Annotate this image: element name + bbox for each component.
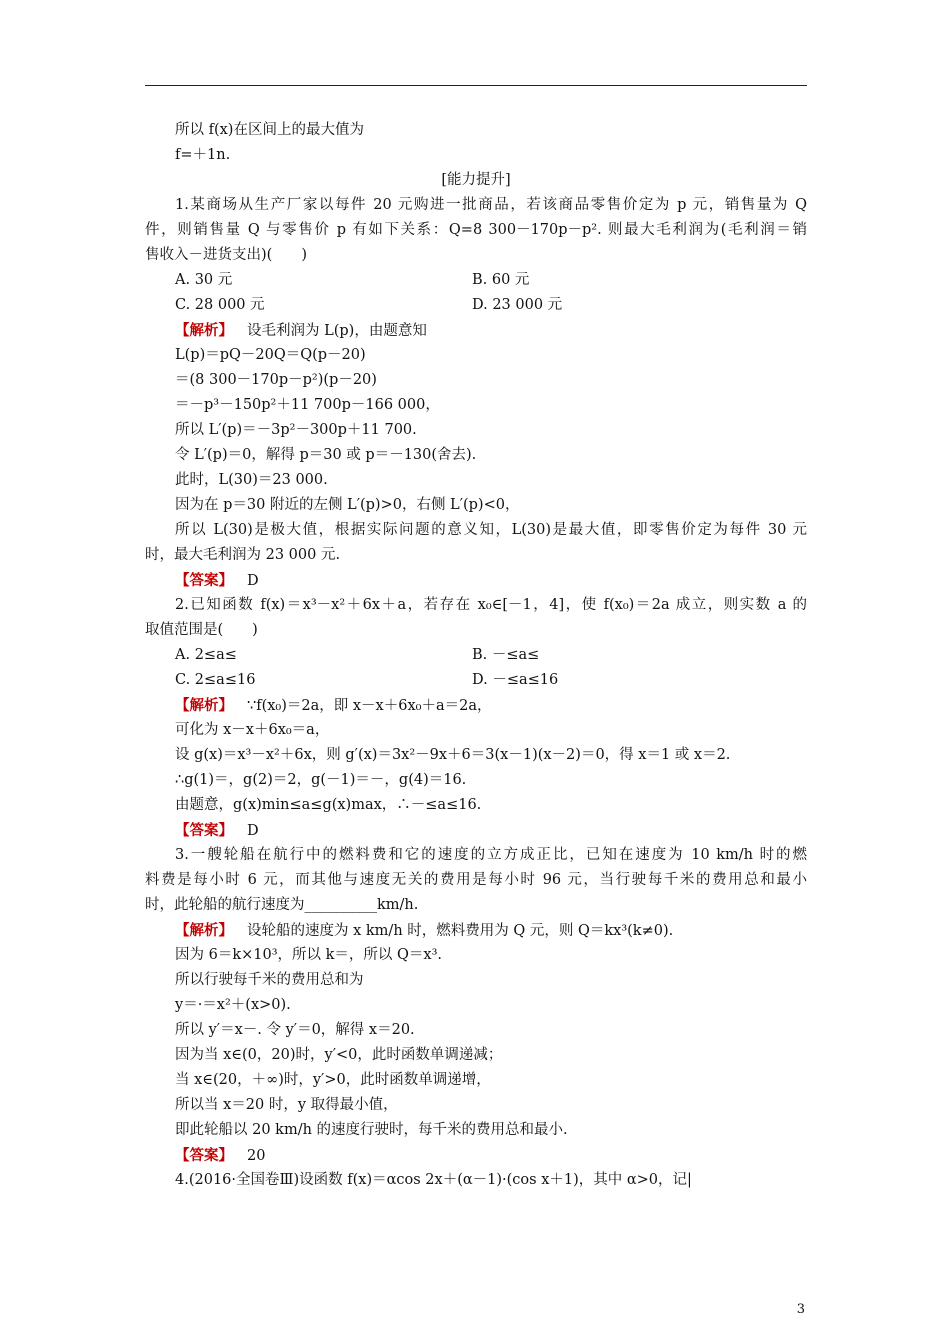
- option-row: [145, 268, 807, 293]
- line-text: ＝－p³－150p²＋11 700p－166 000，: [175, 397, 440, 413]
- line-text: 4.(2016·全国卷Ⅲ)设函数 f(x)＝αcos 2x＋(α－1)·(cos x＋1)，其中 α>0，记|: [175, 1172, 692, 1188]
- text-line: [145, 968, 807, 993]
- text-line: [145, 1043, 807, 1068]
- line-text: 所以 f(x)在区间上的最大值为: [175, 122, 364, 138]
- option-row: [145, 293, 807, 318]
- line-text: 售收入－进货支出)( ): [145, 247, 307, 263]
- text-line: [145, 118, 807, 143]
- line-text: 设毛利润为 L(p)，由题意知: [247, 323, 427, 339]
- text-line: [145, 718, 807, 743]
- option-row: [145, 643, 807, 668]
- labeled-line: [145, 1143, 807, 1168]
- line-text: 所以当 x＝20 时，y 取得最小值，: [175, 1097, 398, 1113]
- line-text: 可化为 x－x＋6x₀＝a，: [175, 722, 330, 738]
- line-text: 时，最大毛利润为 23 000 元.: [145, 547, 341, 563]
- text-line: [145, 343, 807, 368]
- line-text: 设轮船的速度为 x km/h 时，燃料费用为 Q 元，则 Q＝kx³(k≠0).: [247, 923, 674, 939]
- section-tag: 【解析】: [175, 922, 233, 939]
- answer-option: C. 28 000 元: [175, 297, 265, 313]
- line-text: 所以行驶每千米的费用总和为: [175, 972, 364, 988]
- text-line: [145, 493, 807, 518]
- text-line: [145, 1168, 807, 1193]
- labeled-line: [145, 918, 807, 943]
- labeled-line: [145, 818, 807, 843]
- text-line: [145, 868, 807, 893]
- text-line: [145, 893, 807, 918]
- line-text: 料费是每小时 6 元，而其他与速度无关的费用是每小时 96 元，当行驶每千米的费用总和最小: [145, 872, 807, 888]
- text-line: [145, 1068, 807, 1093]
- text-line: [145, 743, 807, 768]
- line-text: 件，则销售量 Q 与零售价 p 有如下关系：Q=8 300－170p－p². 则最大毛利润为(毛利润＝销: [145, 222, 807, 238]
- answer-option: D. －≤a≤16: [472, 672, 559, 688]
- option-row: [145, 668, 807, 693]
- text-line: [145, 418, 807, 443]
- line-text: 所以 y′＝x－. 令 y′＝0，解得 x＝20.: [175, 1022, 415, 1038]
- text-line: [145, 1118, 807, 1143]
- labeled-line: [145, 568, 807, 593]
- answer-option: B. 60 元: [472, 272, 530, 288]
- section-tag: 【答案】: [175, 822, 233, 839]
- line-text: ∵f(x₀)＝2a，即 x－x＋6x₀＋a＝2a，: [247, 698, 492, 714]
- line-text: 2.已知函数 f(x)＝x³－x²＋6x＋a，若存在 x₀∈[－1，4]，使 f(x₀)＝2a 成立，则实数 a 的: [175, 597, 807, 613]
- document-body: [145, 118, 807, 1193]
- line-text: y＝·＝x²＋(x>0).: [175, 997, 291, 1013]
- text-line: [145, 543, 807, 568]
- section-tag: 【答案】: [175, 1147, 233, 1164]
- text-line: [145, 943, 807, 968]
- page-number: 3: [796, 1302, 805, 1317]
- text-line: [145, 393, 807, 418]
- text-line: [145, 368, 807, 393]
- line-text: ∴g(1)＝，g(2)＝2，g(－1)＝－，g(4)＝16.: [175, 772, 467, 788]
- answer-option: A. 30 元: [175, 272, 233, 288]
- line-text: [能力提升]: [441, 172, 511, 188]
- text-line: [145, 243, 807, 268]
- line-text: f=＋1n.: [175, 147, 231, 163]
- text-line: [145, 1018, 807, 1043]
- line-text: L(p)＝pQ－20Q＝Q(p－20): [175, 347, 366, 363]
- labeled-line: [145, 693, 807, 718]
- line-text: D: [247, 823, 259, 839]
- line-text: 3.一艘轮船在航行中的燃料费和它的速度的立方成正比，已知在速度为 10 km/h 时的燃: [175, 847, 807, 863]
- answer-option: C. 2≤a≤16: [175, 672, 256, 688]
- line-text: 由题意，g(x)min≤a≤g(x)max，∴－≤a≤16.: [175, 797, 482, 813]
- text-line: [145, 143, 807, 168]
- text-line: [145, 843, 807, 868]
- text-line: [145, 768, 807, 793]
- text-line: [145, 618, 807, 643]
- line-text: 取值范围是( ): [145, 622, 258, 638]
- text-line: [145, 468, 807, 493]
- line-text: 1.某商场从生产厂家以每件 20 元购进一批商品，若该商品零售价定为 p 元，销售量为 Q: [175, 197, 807, 213]
- answer-option: A. 2≤a≤: [175, 647, 237, 663]
- labeled-line: [145, 318, 807, 343]
- text-line: [145, 793, 807, 818]
- line-text: 因为 6＝k×10³，所以 k＝，所以 Q＝x³.: [175, 947, 443, 963]
- line-text: 因为在 p＝30 附近的左侧 L′(p)>0，右侧 L′(p)<0，: [175, 497, 520, 513]
- line-text: ＝(8 300－170p－p²)(p－20): [175, 372, 377, 388]
- line-text: D: [247, 573, 259, 589]
- text-line: [145, 193, 807, 218]
- line-text: 当 x∈(20，＋∞)时，y′>0，此时函数单调递增，: [175, 1072, 491, 1088]
- line-text: 所以 L′(p)＝－3p²－300p＋11 700.: [175, 422, 417, 438]
- line-text: 此时，L(30)＝23 000.: [175, 472, 328, 488]
- header-rule: [145, 85, 807, 86]
- text-line: [145, 443, 807, 468]
- line-text: 因为当 x∈(0，20)时，y′<0，此时函数单调递减；: [175, 1047, 503, 1063]
- line-text: 设 g(x)＝x³－x²＋6x，则 g′(x)＝3x²－9x＋6＝3(x－1)(x－2)＝0，得 x＝1 或 x＝2.: [175, 747, 731, 763]
- text-line: [145, 593, 807, 618]
- line-text: 时，此轮船的航行速度为__________km/h.: [145, 897, 419, 913]
- text-line: [145, 993, 807, 1018]
- section-tag: 【答案】: [175, 572, 233, 589]
- section-tag: 【解析】: [175, 322, 233, 339]
- line-text: 所以 L(30)是极大值，根据实际问题的意义知，L(30)是最大值，即零售价定为每件 30 元: [175, 522, 807, 538]
- text-line: [145, 518, 807, 543]
- text-line: [145, 168, 807, 193]
- answer-option: D. 23 000 元: [472, 297, 563, 313]
- line-text: 20: [247, 1148, 266, 1164]
- line-text: 令 L′(p)＝0，解得 p＝30 或 p＝－130(舍去).: [175, 447, 477, 463]
- text-line: [145, 1093, 807, 1118]
- line-text: 即此轮船以 20 km/h 的速度行驶时，每千米的费用总和最小.: [175, 1122, 568, 1138]
- section-tag: 【解析】: [175, 697, 233, 714]
- text-line: [145, 218, 807, 243]
- answer-option: B. －≤a≤: [472, 647, 540, 663]
